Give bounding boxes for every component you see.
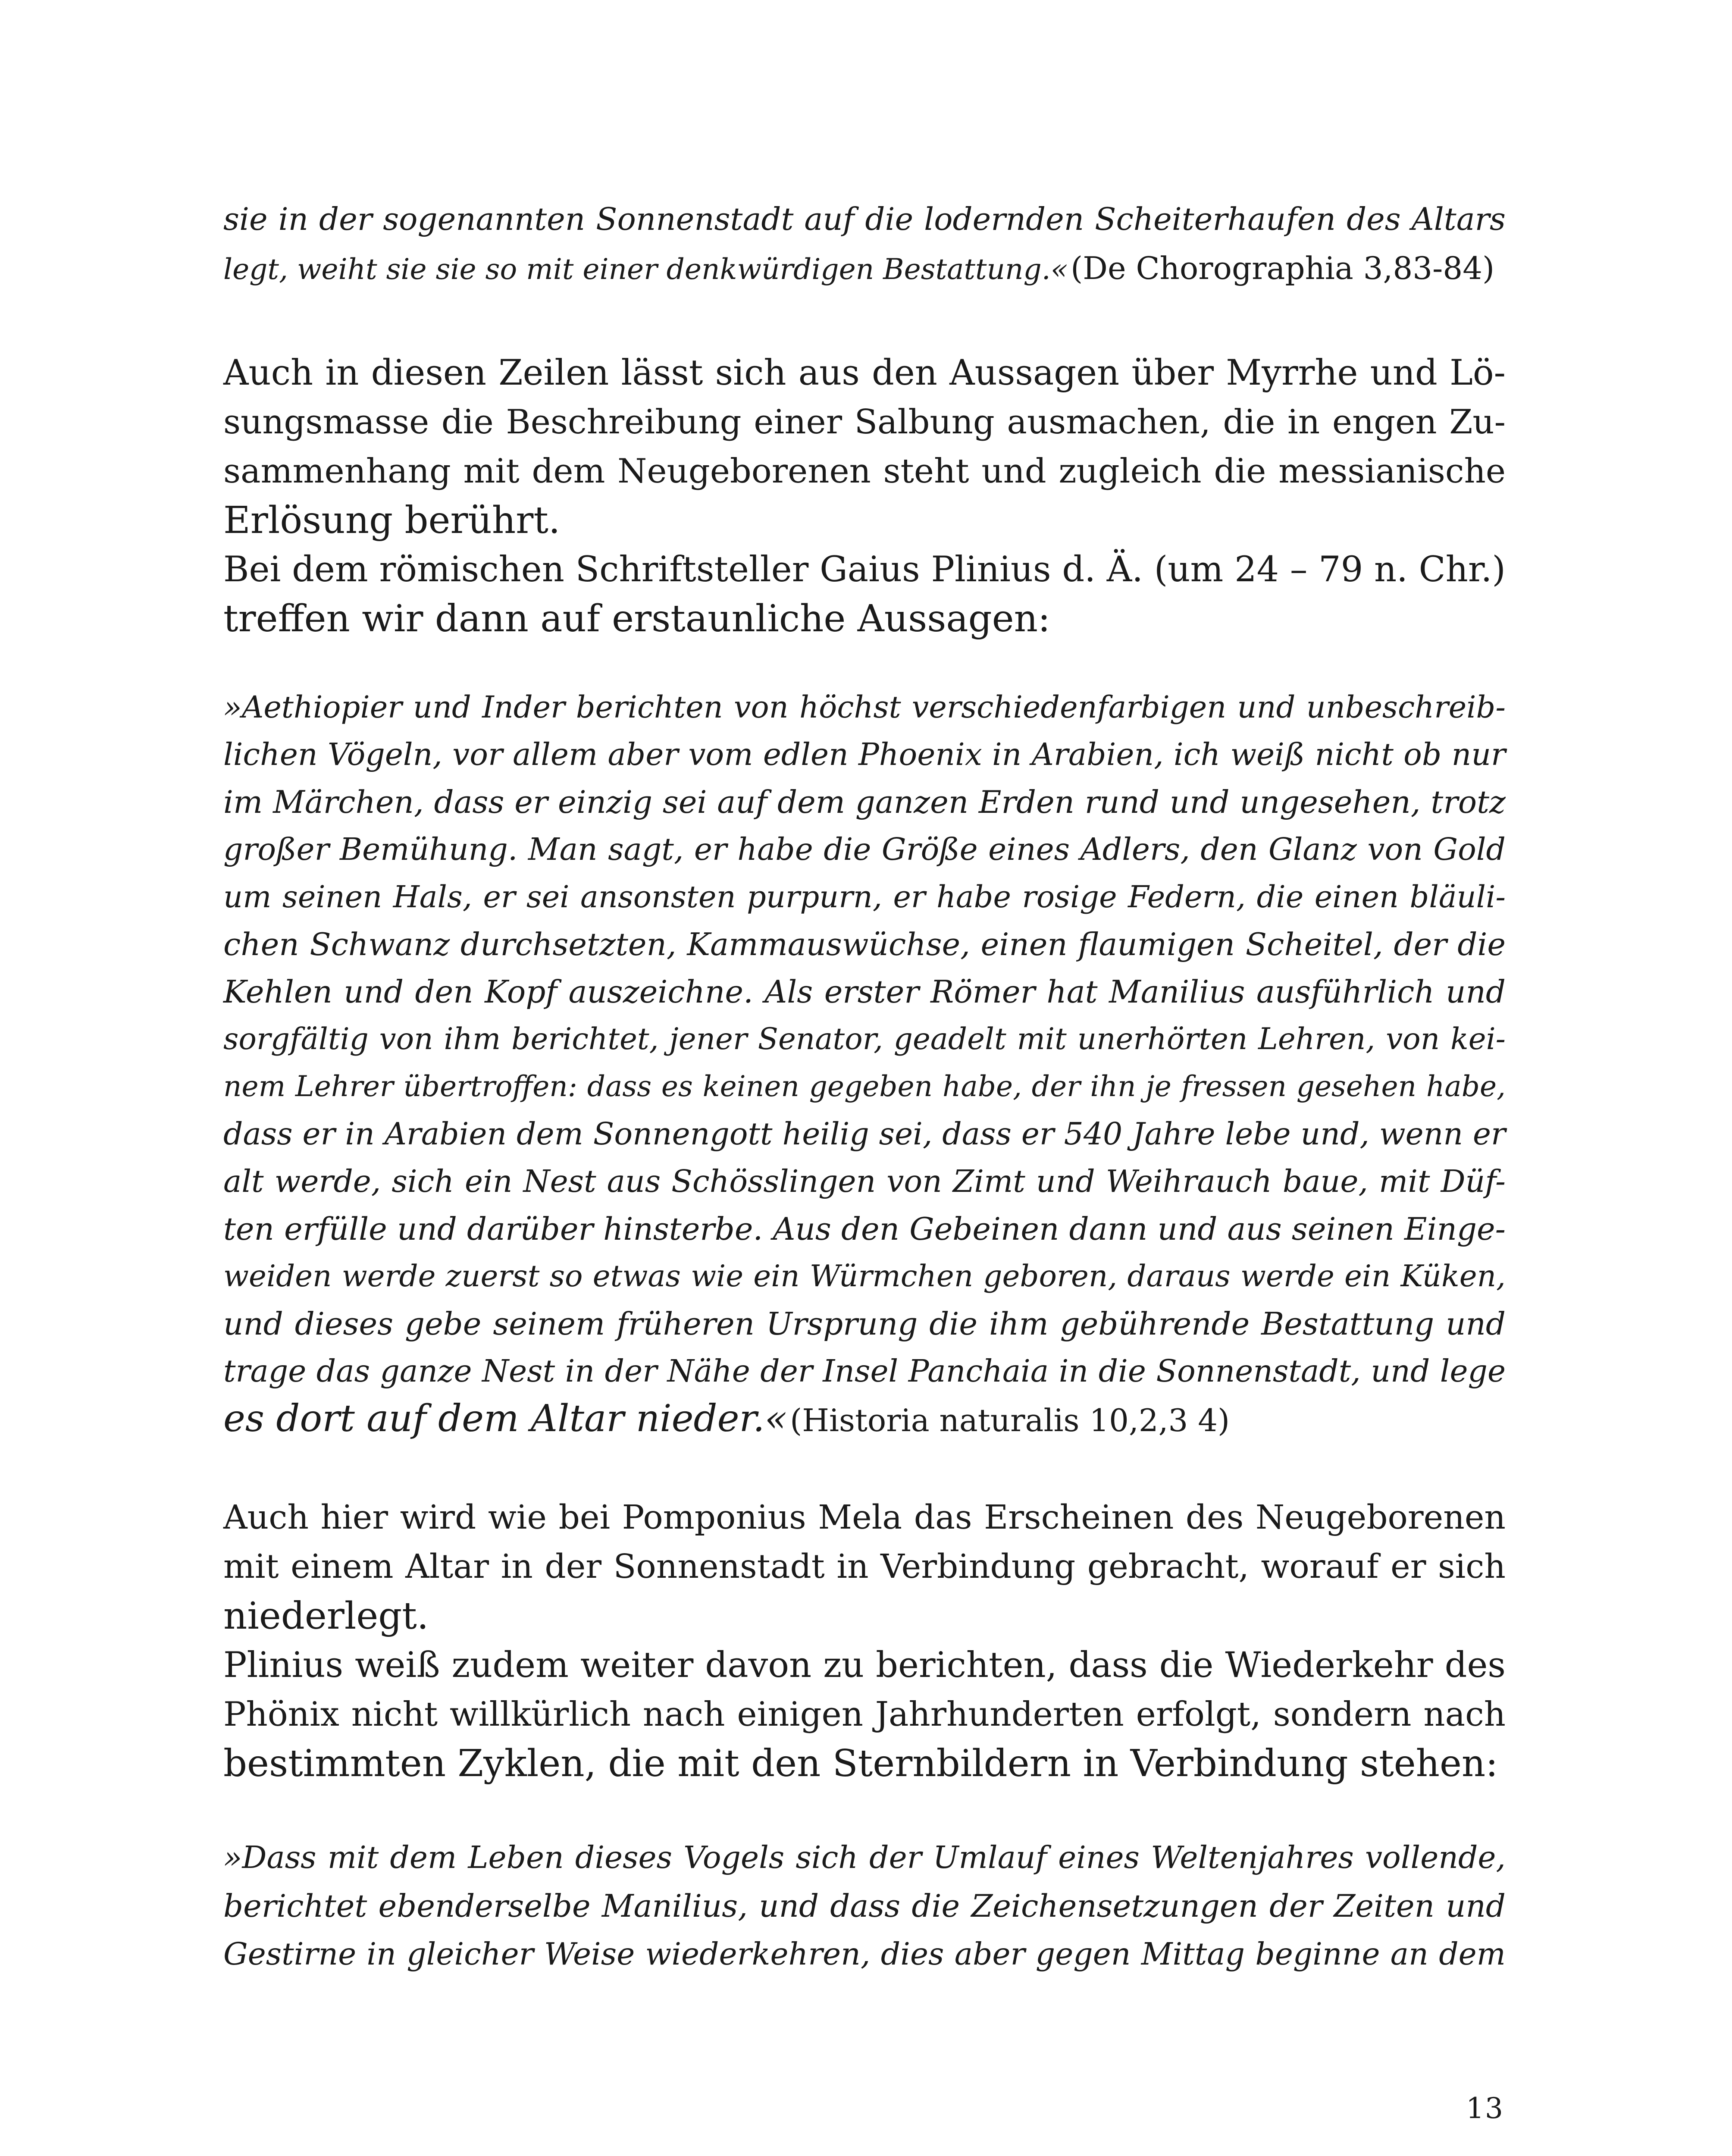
quote-line: im Märchen, dass er einzig sei auf dem ganzen Erden rund und ungesehen, trotz (223, 784, 1506, 820)
citation: (Historia naturalis 10,2,3 4) (790, 1402, 1230, 1438)
quote-line-with-citation (223, 247, 1494, 291)
body-line: Phönix nicht willkürlich nach einigen Jahrhunderten erfolgt, sondern nach (223, 1695, 1506, 1734)
quote-line: chen Schwanz durchsetzten, Kammauswüchse, einen flaumigen Scheitel, der die (223, 926, 1506, 962)
quote-line: sorgfältig von ihm berichtet, jener Senator, geadelt mit unerhörten Lehren, von kei- (223, 1022, 1506, 1056)
body-line: mit einem Altar in der Sonnenstadt in Verbindung gebracht, worauf er sich (223, 1548, 1506, 1586)
quote-line: alt werde, sich ein Nest aus Schösslingen von Zimt und Weihrauch baue, mit Düf- (223, 1163, 1506, 1199)
body-line: sammenhang mit dem Neugeborenen steht und zugleich die messianische (223, 452, 1506, 491)
quote-line: Gestirne in gleicher Weise wiederkehren, dies aber gegen Mittag beginne an dem (223, 1936, 1506, 1972)
quote-line: um seinen Hals, er sei ansonsten purpurn, er habe rosige Federn, die einen bläuli- (223, 879, 1506, 915)
quote-line-text: legt, weiht sie sie so mit einer denkwürdigen Bestattung.« (223, 253, 1068, 286)
body-line: sungsmasse die Beschreibung einer Salbung ausmachen, die in engen Zu- (223, 403, 1506, 442)
body-line: Erlösung berührt. (223, 499, 561, 542)
quote-line: weiden werde zuerst so etwas wie ein Würmchen geboren, daraus werde ein Küken, (223, 1259, 1506, 1294)
body-line: Bei dem römischen Schriftsteller Gaius Plinius d. Ä. (um 24 – 79 n. Chr.) (223, 549, 1506, 590)
body-line: treffen wir dann auf erstaunliche Aussagen: (223, 597, 1050, 640)
quote-line: sie in der sogenannten Sonnenstadt auf die lodernden Scheiterhaufen des Altars (223, 201, 1506, 237)
quote-line: großer Bemühung. Man sagt, er habe die Größe eines Adlers, den Glanz von Gold (223, 831, 1506, 867)
quote-line-text: es dort auf dem Altar nieder.« (223, 1397, 788, 1440)
body-line: Auch in diesen Zeilen lässt sich aus den Aussagen über Myrrhe und Lö- (223, 353, 1506, 393)
quote-line-with-citation (223, 1397, 1230, 1442)
quote-line: berichtet ebenderselbe Manilius, und dass die Zeichensetzungen der Zeiten und (223, 1888, 1506, 1924)
body-line: Plinius weiß zudem weiter davon zu berichten, dass die Wiederkehr des (223, 1645, 1506, 1686)
quote-line: trage das ganze Nest in der Nähe der Insel Panchaia in die Sonnenstadt, und lege (223, 1353, 1506, 1389)
body-line: niederlegt. (223, 1595, 429, 1638)
quote-line: dass er in Arabien dem Sonnengott heilig sei, dass er 540 Jahre lebe und, wenn er (223, 1116, 1506, 1152)
quote-line: ten erfülle und darüber hinsterbe. Aus den Gebeinen dann und aus seinen Einge- (223, 1211, 1506, 1247)
quote-line: lichen Vögeln, vor allem aber vom edlen Phoenix in Arabien, ich weiß nicht ob nur (223, 736, 1506, 772)
quote-line: »Aethiopier und Inder berichten von höchst verschiedenfarbigen und unbeschreib- (223, 689, 1506, 725)
quote-line: »Dass mit dem Leben dieses Vogels sich der Umlauf eines Weltenjahres vollende, (223, 1839, 1506, 1875)
body-line: bestimmten Zyklen, die mit den Sternbildern in Verbindung stehen: (223, 1742, 1498, 1785)
quote-line: und dieses gebe seinem früheren Ursprung die ihm gebührende Bestattung und (223, 1306, 1506, 1342)
citation: (De Chorographia 3,83-84) (1071, 250, 1495, 286)
quote-line: Kehlen und den Kopf auszeichne. Als erster Römer hat Manilius ausführlich und (223, 974, 1506, 1010)
page-number: 13 (1466, 2092, 1504, 2125)
quote-line: nem Lehrer übertroffen: dass es keinen gegeben habe, der ihn je fressen gesehen habe, (223, 1070, 1506, 1103)
body-line: Auch hier wird wie bei Pomponius Mela das Erscheinen des Neugeborenen (223, 1498, 1506, 1537)
